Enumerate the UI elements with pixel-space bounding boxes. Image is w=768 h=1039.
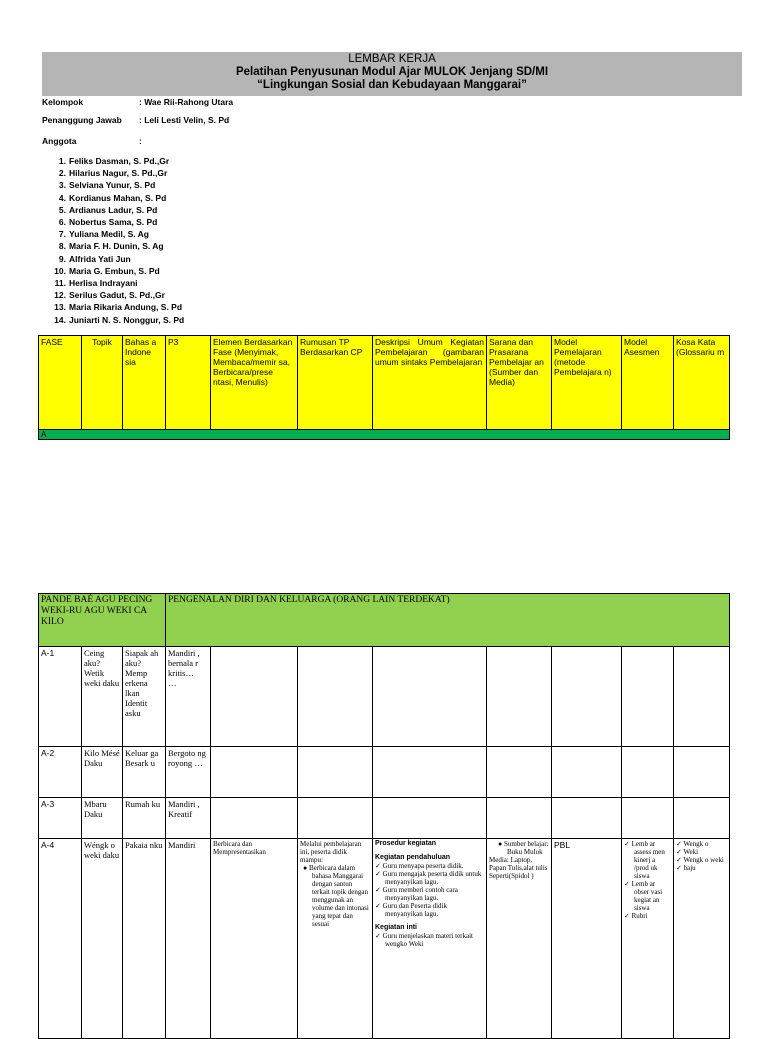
member-item: 13. Maria Rikaria Andung, S. Pd [54,302,183,313]
table-row [39,747,730,798]
kosa-kata-cell [674,839,730,1039]
inti-title: Kegiatan inti [375,924,418,931]
col-deskripsi: Deskripsi Umum Kegiatan Pembelajaran (gambaran umum sintaks Pembelajaran [373,336,487,430]
table-row [39,839,730,1039]
empty-cell [552,647,622,747]
pj-value: : Leli Lesti Velin, S. Pd [139,115,230,125]
pj-label: Penanggung Jawab [42,115,122,125]
theme-left-cell: PANDE BAÉ AGU PECING WEKI-RU AGU WEKI CA KILO [39,594,166,647]
member-item: 2. Hilarius Nagur, S. Pd.,Gr [58,168,168,179]
empty-cell [298,747,373,798]
asesmen-item: ✓ Lemb ar assess men kinerj a /prod uk siswa [624,840,665,880]
prosedur-title: Prosedur kegiatan [375,840,437,847]
anggota-label: Anggota [42,136,77,146]
tujuan-cell [298,839,373,1039]
empty-cell [373,798,487,839]
member-item: 14. Juniarti N. S. Nonggur, S. Pd [54,314,185,325]
empty-cell [674,798,730,839]
col-rumusan-tp: Rumusan TP Berdasarkan CP [298,336,373,430]
col-fase: FASE [39,336,82,430]
empty-cell [211,647,298,747]
member-item: 6. Nobertus Sama, S. Pd [58,217,158,228]
inti-item: ✓ Guru menjelaskan materi terkait wengko Weki [375,932,474,948]
kosa-item: ✓ Weki [676,848,699,856]
row-p3: Mandiri , Kreatif [166,798,211,839]
pendahuluan-item: ✓ Guru memberi contoh cara menyanyikan lagu. [375,886,458,902]
empty-cell [373,747,487,798]
kelompok-label: Kelompok [42,97,84,107]
member-item: 4. Kordianus Mahan, S. Pd [58,192,167,203]
pendahuluan-item: ✓ Guru dan Peserta didik menyanyikan lagu. [375,902,447,918]
kelompok-value: : Wae Rii-Rahong Utara [139,97,234,107]
sarana-bullet: ● Sumber belajar: Buku Mulok [498,840,549,856]
member-item: 5. Ardianus Ladur, S. Pd [58,204,158,215]
header-title: LEMBAR KERJA [348,53,436,65]
empty-cell [487,747,552,798]
kosa-item: ✓ baju [676,864,696,872]
top-table-header-row [39,336,730,430]
col-elemen: Elemen Berdasarkan Fase (Menyimak, Membaca/memir sa, Berbicara/prese ntasi, Menulis) [211,336,298,430]
empty-cell [211,798,298,839]
row-bahasa: Pakaia nku [123,839,166,1039]
empty-cell [552,798,622,839]
row-code: A-1 [39,647,82,747]
empty-cell [487,647,552,747]
member-item: 9. Alfrida Yati Jun [58,253,131,264]
empty-cell [674,647,730,747]
member-item: 3. Selviana Yunur, S. Pd [58,180,156,191]
member-item: 7. Yuliana Medil, S. Ag [58,229,149,240]
col-bahasa: Bahas a Indone sia [123,336,166,430]
main-table [38,593,730,1039]
empty-cell [298,647,373,747]
theme-right-cell: PENGENALAN DIRI DAN KELUARGA (ORANG LAIN TERDEKAT) [166,594,730,647]
kosa-item: ✓ Wengk o [676,840,709,848]
row-p3: Mandiri [166,839,211,1039]
asesmen-item: ✓ Lemb ar obser vasi kegiat an siswa [624,880,663,912]
asesmen-item: ✓ Rubri [624,912,648,920]
header-theme: “Lingkungan Sosial dan Kebudayaan Manggarai” [257,79,527,91]
empty-cell [211,747,298,798]
elemen-cell: Berbicara dan Mempresentasikan [211,839,298,1039]
empty-cell [622,647,674,747]
empty-cell [373,647,487,747]
tp-bullet: ● Berbicara dalam bahasa Manggarai dengan santun terkait topik dengan menggunak an volume dan intonasi yang tepat dan sesuai [303,864,369,928]
member-item: 1. Feliks Dasman, S. Pd.,Gr [58,156,170,166]
anggota-line [42,136,142,146]
phase-a-label: A [39,430,730,440]
row-code: A-3 [39,798,82,839]
table-row [39,647,730,747]
empty-cell [487,798,552,839]
col-model-asesmen: Model Asesmen [622,336,674,430]
member-list [50,155,184,326]
pendahuluan-item: ✓ Guru mengajak peserta didik untuk menyanyikan lagu. [375,870,482,886]
phase-a-row [39,430,730,440]
col-model-pembelajaran: Model Pemelajaran (metode Pembelajara n) [552,336,622,430]
empty-cell [298,798,373,839]
top-table [38,335,730,440]
pendahuluan-item: ✓ Guru menyapa peserta didik. [375,862,464,870]
col-topik: Topik [82,336,123,430]
empty-cell [622,798,674,839]
row-code: A-4 [39,839,82,1039]
pendahuluan-title: Kegiatan pendahuluan [375,854,451,861]
kelompok-line [42,97,233,107]
empty-cell [674,747,730,798]
tp-intro: Melalui pembelajaran ini, peserta didik mampu: [300,840,362,864]
member-item: 12. Serilus Gadut, S. Pd.,Gr [54,290,165,301]
model-cell: PBL [552,839,622,1039]
member-item: 11. Herlisa Indrayani [54,278,138,289]
anggota-value: : [139,136,142,146]
pj-line [42,115,229,125]
col-sarana: Sarana dan Prasarana Pembelajar an (Sumber dan Media) [487,336,552,430]
row-topik: Ceing aku? Wetik weki daku [82,647,123,747]
row-bahasa: Keluar ga Besark u [123,747,166,798]
prosedur-cell [373,839,487,1039]
row-code: A-2 [39,747,82,798]
row-topik: Wéngk o weki daku [82,839,123,1039]
member-item: 8. Maria F. H. Dunin, S. Ag [58,241,164,252]
sarana-cell [487,839,552,1039]
main-table-head-row [39,594,730,647]
worksheet-header [42,52,742,96]
col-p3: P3 [166,336,211,430]
row-p3: Bergoto ng royong … [166,747,211,798]
row-bahasa: Siapak ah aku? Memp erkena lkan Identit asku [123,647,166,747]
row-bahasa: Rumah ku [123,798,166,839]
asesmen-cell [622,839,674,1039]
empty-cell [622,747,674,798]
member-item: 10. Maria G. Embun, S. Pd [54,265,160,276]
table-row [39,798,730,839]
kosa-item: ✓ Wengk o weki [676,856,724,864]
empty-cell [552,747,622,798]
header-subtitle: Pelatihan Penyusunan Modul Ajar MULOK Jenjang SD/MI [235,66,549,78]
row-topik: Kilo Mésé Daku [82,747,123,798]
sarana-media: Media: Laptop, Papan Tulis,alat tulis Seperti(Spidol ) [489,856,548,880]
row-p3: Mandiri , bernala r kritis… … [166,647,211,747]
row-topik: Mbaru Daku [82,798,123,839]
col-kosa-kata: Kosa Kata (Glossariu m [674,336,730,430]
